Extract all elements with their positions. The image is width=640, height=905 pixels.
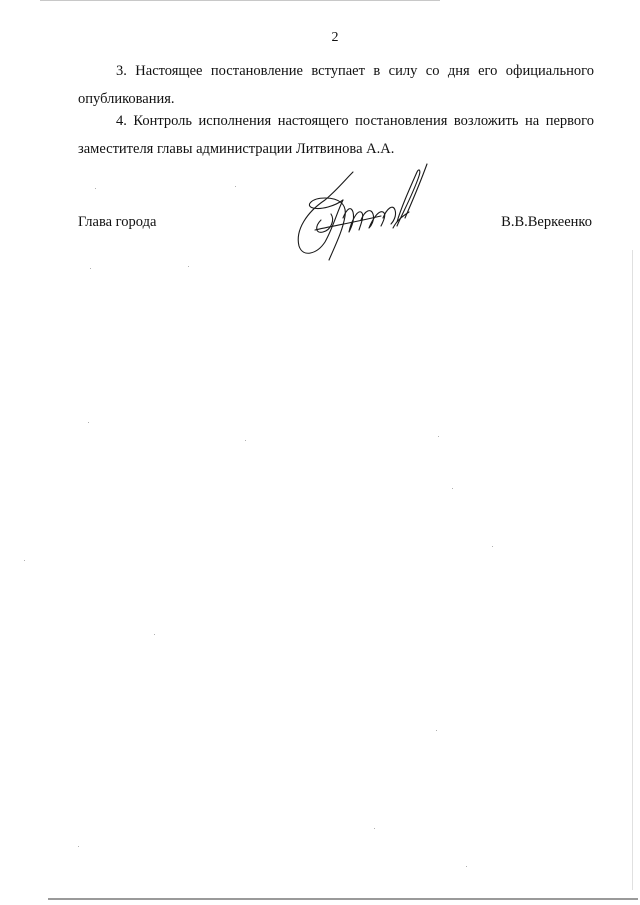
scan-speck [245, 440, 246, 441]
paragraph-3 [78, 57, 594, 113]
scan-speck [78, 846, 79, 847]
signatory-title: Глава города [78, 214, 157, 230]
scan-speck [24, 560, 25, 561]
scan-edge-bottom [48, 898, 638, 900]
scan-speck [492, 546, 493, 547]
scan-speck [154, 634, 155, 635]
paragraph-3-line-2: опубликования. [78, 91, 175, 107]
scan-speck [374, 828, 375, 829]
scan-edge-top [40, 0, 440, 1]
scan-speck [88, 422, 89, 423]
scan-speck [90, 268, 91, 269]
scan-speck [436, 730, 437, 731]
page-number: 2 [331, 30, 339, 45]
handwritten-signature [285, 160, 435, 270]
signatory-name: В.В.Веркеенко [501, 214, 592, 230]
paragraph-4-line-2: заместителя главы администрации Литвинова А.А. [78, 141, 395, 157]
paragraph-4 [78, 107, 594, 163]
scan-speck [235, 186, 236, 187]
scan-edge-right [632, 250, 633, 890]
scan-speck [466, 866, 467, 867]
scan-speck [95, 188, 96, 189]
scan-speck [452, 488, 453, 489]
scan-speck [438, 436, 439, 437]
paragraph-3-line-1: 3. Настоящее постановление вступает в силу со дня его официального [116, 63, 594, 79]
paragraph-4-line-1: 4. Контроль исполнения настоящего постановления возложить на первого [116, 113, 594, 129]
scan-speck [188, 266, 189, 267]
